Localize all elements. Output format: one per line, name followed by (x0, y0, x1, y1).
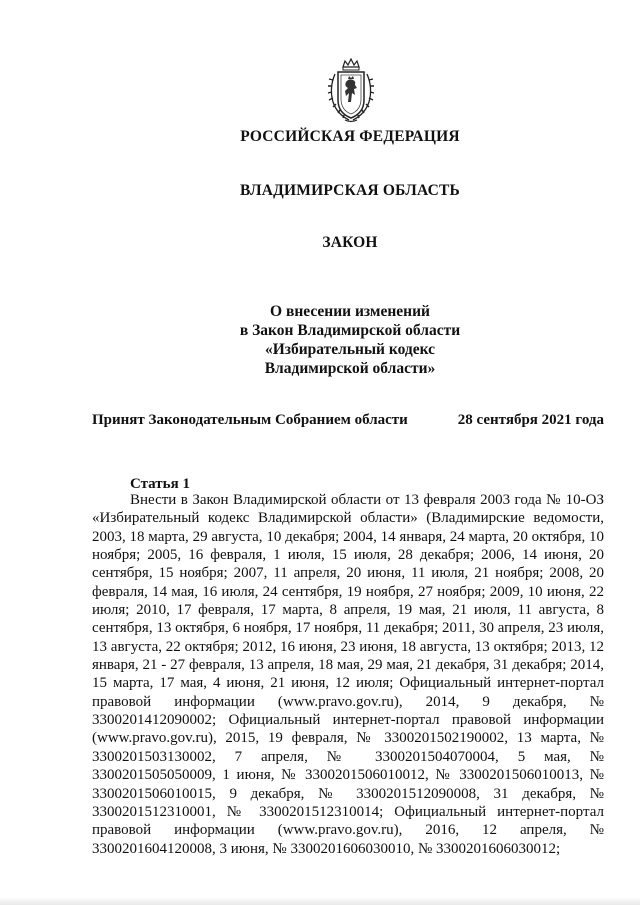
law-title (0, 302, 640, 378)
region-heading: ВЛАДИМИРСКАЯ ОБЛАСТЬ (240, 182, 460, 199)
adopted-by-text: Принят Законодательным Собранием области (92, 412, 408, 428)
country-heading: РОССИЙСКАЯ ФЕДЕРАЦИЯ (240, 128, 460, 145)
law-title-line: О внесении изменений (270, 303, 430, 320)
document-type-heading: ЗАКОН (322, 234, 378, 251)
law-title-line: Владимирской области» (264, 360, 436, 377)
scan-bottom-edge (0, 897, 640, 905)
coat-of-arms-icon (324, 58, 378, 124)
article-body-text: Внести в Закон Владимирской области от 13 февраля 2003 года № 10-ОЗ «Избирательный кодекс Владимирской области» (Владимирские ведомости, 2003, 18 марта, 29 августа, 10 декабря; 2004, 14 января, 24 марта, 20 октября, 10 ноября; 2005, 16 февраля, 1 июля, 15 июля, 28 декабря; 2006, 14 июня, 20 сентября, 15 ноября; 2007, 11 апреля, 20 июня, 11 июля, 21 ноября; 2008, 20 февраля, 14 мая, 16 июля, 24 сентября, 19 ноября, 27 ноября; 2009, 10 июня, 22 июля; 2010, 17 февраля, 17 марта, 8 апреля, 19 мая, 21 июля, 11 августа, 8 сентября, 13 октября, 6 ноября, 17 ноября, 11 декабря; 2011, 30 апреля, 23 июля, 13 августа, 22 октября; 2012, 16 июня, 23 июня, 18 августа, 13 октября; 2013, 12 января, 21 - 27 февраля, 13 апреля, 18 мая, 29 мая, 21 декабря, 31 декабря; 2014, 15 марта, 17 мая, 4 июня, 21 июня, 12 июля; Официальный интернет-портал правовой информации (www.pravo.gov.ru), 2014, 9 декабря, № 3300201412090002; Официальный интернет-портал правовой информации (www.pravo.gov.ru), 2015, 19 февраля, № 3300201502190002, 13 марта, № 3300201503130002, 7 апреля, № 3300201504070004, 5 мая, № 3300201505050009, 1 июня, № 3300201506010012, № 3300201506010013, № 3300201506010015, 9 декабря, № 3300201512090008, 31 декабря, № 3300201512310001, № 3300201512310014; Официальный интернет-портал правовой информации (www.pravo.gov.ru), 2016, 12 апреля, № 3300201604120008, 3 июня, № 3300201606030010, № 3300201606030012; (92, 492, 604, 857)
adopted-date: 28 сентября 2021 года (457, 412, 604, 428)
law-title-line: в Закон Владимирской области (239, 322, 461, 339)
law-title-line: «Избирательный кодекс (264, 341, 436, 358)
article-heading: Статья 1 (130, 476, 190, 492)
